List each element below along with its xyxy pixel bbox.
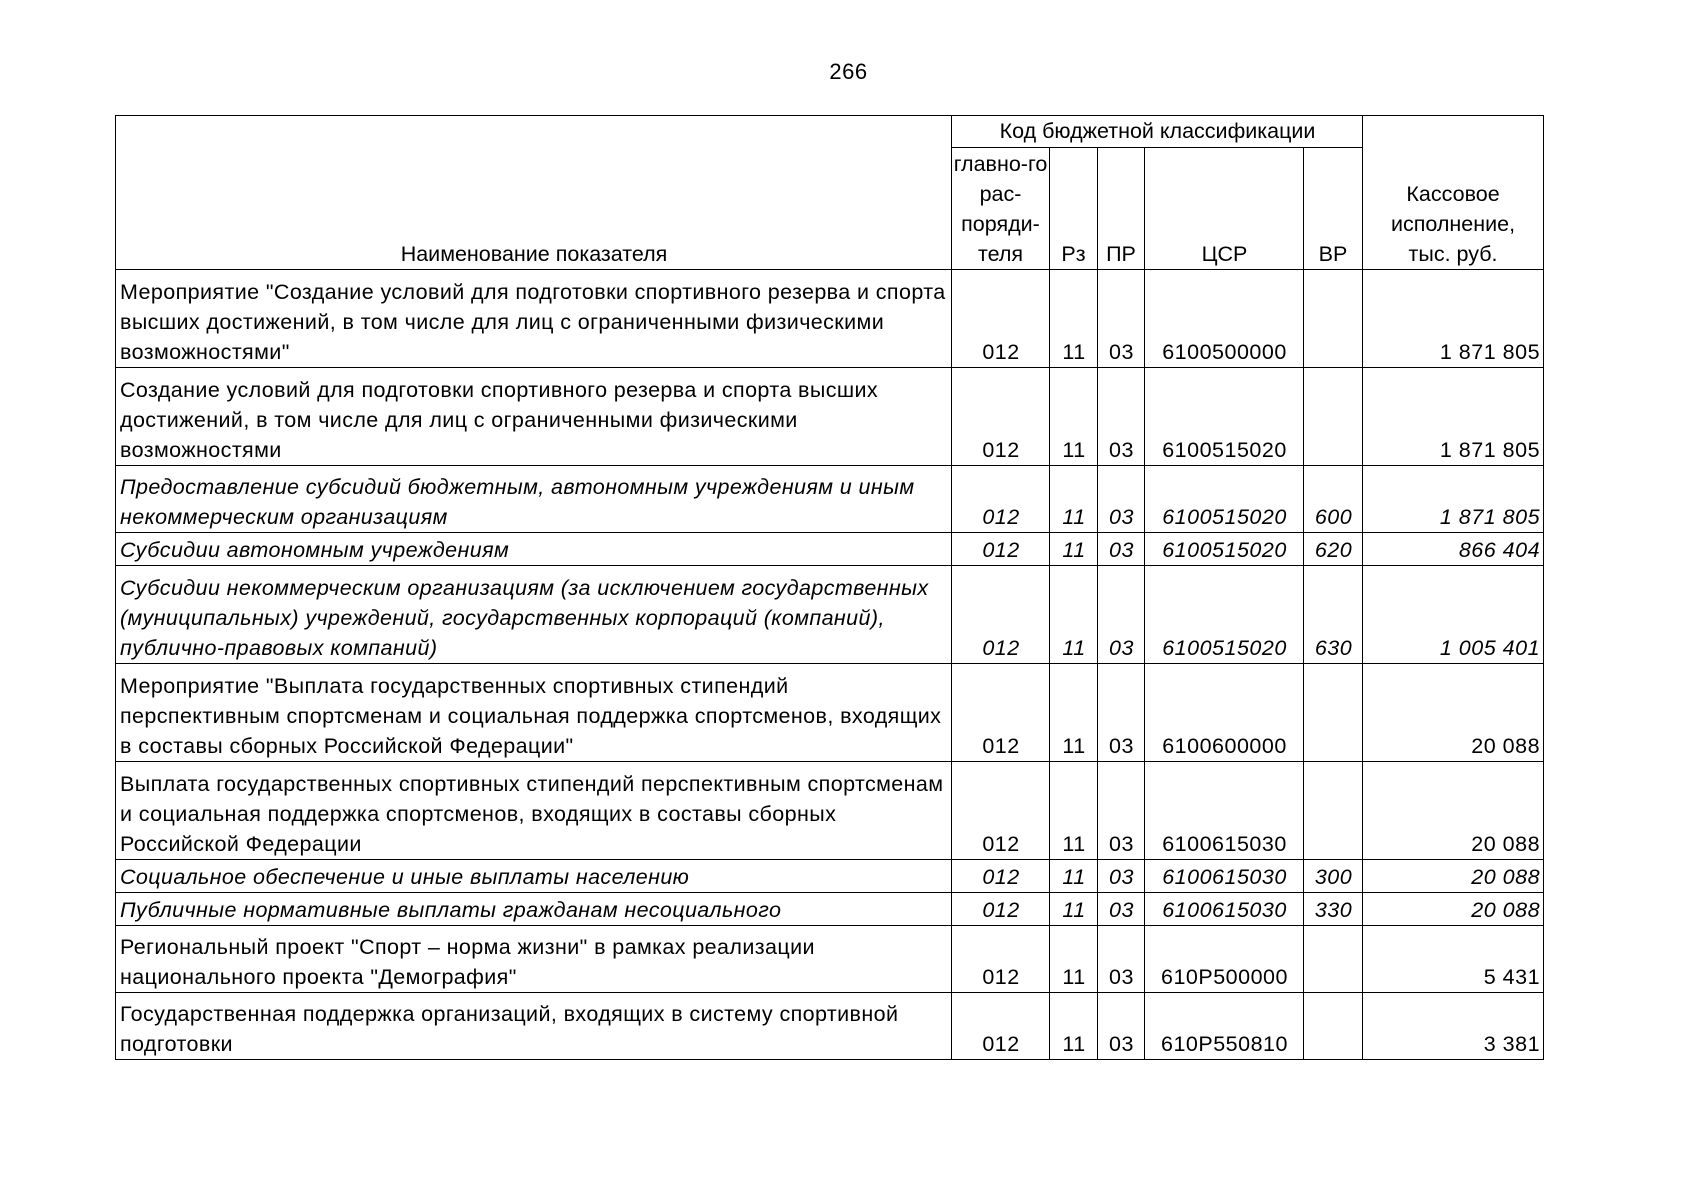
- row-vr-code: 330: [1304, 893, 1363, 926]
- row-name: Публичные нормативные выплаты гражданам несоциального: [116, 893, 952, 926]
- row-amount: 5 431: [1363, 926, 1544, 993]
- row-rz-code: 11: [1050, 566, 1098, 664]
- row-csr-code: 6100500000: [1145, 270, 1304, 368]
- header-amount: Кассовое исполнение, тыс. руб.: [1363, 116, 1544, 270]
- header-rz: Рз: [1050, 148, 1098, 270]
- row-amount: 3 381: [1363, 993, 1544, 1060]
- row-amount: 20 088: [1363, 762, 1544, 860]
- row-pr-code: 03: [1098, 533, 1145, 566]
- row-pr-code: 03: [1098, 762, 1145, 860]
- table-row: [116, 893, 1544, 926]
- row-csr-code: 6100515020: [1145, 566, 1304, 664]
- row-rz-code: 11: [1050, 270, 1098, 368]
- row-grbs-code: 012: [952, 466, 1050, 533]
- row-grbs-code: 012: [952, 893, 1050, 926]
- table-row: [116, 566, 1544, 664]
- row-vr-code: [1304, 664, 1363, 762]
- row-amount: 1 871 805: [1363, 270, 1544, 368]
- row-vr-code: [1304, 926, 1363, 993]
- table-row: [116, 926, 1544, 993]
- row-rz-code: 11: [1050, 762, 1098, 860]
- row-csr-code: 6100515020: [1145, 533, 1304, 566]
- row-amount: 1 871 805: [1363, 466, 1544, 533]
- table-row: [116, 860, 1544, 893]
- row-rz-code: 11: [1050, 664, 1098, 762]
- table-row: [116, 993, 1544, 1060]
- row-pr-code: 03: [1098, 893, 1145, 926]
- row-grbs-code: 012: [952, 993, 1050, 1060]
- row-name: Предоставление субсидий бюджетным, автономным учреждениям и иным некоммерческим организациям: [116, 466, 952, 533]
- row-csr-code: 610P500000: [1145, 926, 1304, 993]
- header-vr: ВР: [1304, 148, 1363, 270]
- row-rz-code: 11: [1050, 533, 1098, 566]
- row-csr-code: 6100615030: [1145, 860, 1304, 893]
- row-vr-code: 300: [1304, 860, 1363, 893]
- table-row: [116, 533, 1544, 566]
- row-rz-code: 11: [1050, 860, 1098, 893]
- row-rz-code: 11: [1050, 926, 1098, 993]
- row-grbs-code: 012: [952, 926, 1050, 993]
- header-classification-group: Код бюджетной классификации: [952, 116, 1363, 148]
- row-vr-code: 620: [1304, 533, 1363, 566]
- row-vr-code: [1304, 368, 1363, 466]
- row-grbs-code: 012: [952, 533, 1050, 566]
- row-amount: 1 871 805: [1363, 368, 1544, 466]
- row-vr-code: [1304, 270, 1363, 368]
- row-vr-code: [1304, 993, 1363, 1060]
- row-grbs-code: 012: [952, 860, 1050, 893]
- row-pr-code: 03: [1098, 368, 1145, 466]
- row-pr-code: 03: [1098, 926, 1145, 993]
- row-pr-code: 03: [1098, 566, 1145, 664]
- row-csr-code: 6100600000: [1145, 664, 1304, 762]
- row-pr-code: 03: [1098, 860, 1145, 893]
- row-csr-code: 6100615030: [1145, 893, 1304, 926]
- row-csr-code: 6100515020: [1145, 466, 1304, 533]
- header-csr: ЦСР: [1145, 148, 1304, 270]
- row-pr-code: 03: [1098, 664, 1145, 762]
- row-csr-code: 610P550810: [1145, 993, 1304, 1060]
- row-amount: 866 404: [1363, 533, 1544, 566]
- row-amount: 1 005 401: [1363, 566, 1544, 664]
- row-pr-code: 03: [1098, 993, 1145, 1060]
- row-grbs-code: 012: [952, 368, 1050, 466]
- header-pr: ПР: [1098, 148, 1145, 270]
- row-rz-code: 11: [1050, 466, 1098, 533]
- row-grbs-code: 012: [952, 270, 1050, 368]
- row-name: Государственная поддержка организаций, входящих в систему спортивной подготовки: [116, 993, 952, 1060]
- row-amount: 20 088: [1363, 860, 1544, 893]
- row-csr-code: 6100515020: [1145, 368, 1304, 466]
- row-name: Социальное обеспечение и иные выплаты населению: [116, 860, 952, 893]
- page-number: 266: [829, 59, 868, 84]
- row-csr-code: 6100615030: [1145, 762, 1304, 860]
- row-name: Создание условий для подготовки спортивного резерва и спорта высших достижений, в том числе для лиц с ограниченными физическими возможностями: [116, 368, 952, 466]
- row-pr-code: 03: [1098, 270, 1145, 368]
- row-grbs-code: 012: [952, 566, 1050, 664]
- table-row: [116, 664, 1544, 762]
- row-name: Мероприятие "Выплата государственных спортивных стипендий перспективным спортсменам и социальная поддержка спортсменов, входящих в составы сборных Российской Федерации": [116, 664, 952, 762]
- row-vr-code: [1304, 762, 1363, 860]
- row-pr-code: 03: [1098, 466, 1145, 533]
- row-amount: 20 088: [1363, 664, 1544, 762]
- row-grbs-code: 012: [952, 664, 1050, 762]
- table-row: [116, 368, 1544, 466]
- row-name: Региональный проект "Спорт – норма жизни" в рамках реализации национального проекта "Демография": [116, 926, 952, 993]
- row-amount: 20 088: [1363, 893, 1544, 926]
- row-rz-code: 11: [1050, 893, 1098, 926]
- table-body: [116, 270, 1544, 1060]
- table-row: [116, 270, 1544, 368]
- row-name: Субсидии автономным учреждениям: [116, 533, 952, 566]
- row-grbs-code: 012: [952, 762, 1050, 860]
- row-name: Выплата государственных спортивных стипендий перспективным спортсменам и социальная поддержка спортсменов, входящих в составы сборных Российской Федерации: [116, 762, 952, 860]
- budget-execution-table: [115, 115, 1544, 1060]
- row-name: Мероприятие "Создание условий для подготовки спортивного резерва и спорта высших достижений, в том числе для лиц с ограниченными физическими возможностями": [116, 270, 952, 368]
- row-vr-code: 630: [1304, 566, 1363, 664]
- table-row: [116, 466, 1544, 533]
- row-rz-code: 11: [1050, 993, 1098, 1060]
- row-rz-code: 11: [1050, 368, 1098, 466]
- header-main-manager: главно-го рас-поряди-теля: [952, 148, 1050, 270]
- header-name: Наименование показателя: [116, 116, 952, 270]
- row-name: Субсидии некоммерческим организациям (за исключением государственных (муниципальных) учреждений, государственных корпораций (компаний), публично-правовых компаний): [116, 566, 952, 664]
- row-vr-code: 600: [1304, 466, 1363, 533]
- table-row: [116, 762, 1544, 860]
- table-header: [116, 116, 1544, 270]
